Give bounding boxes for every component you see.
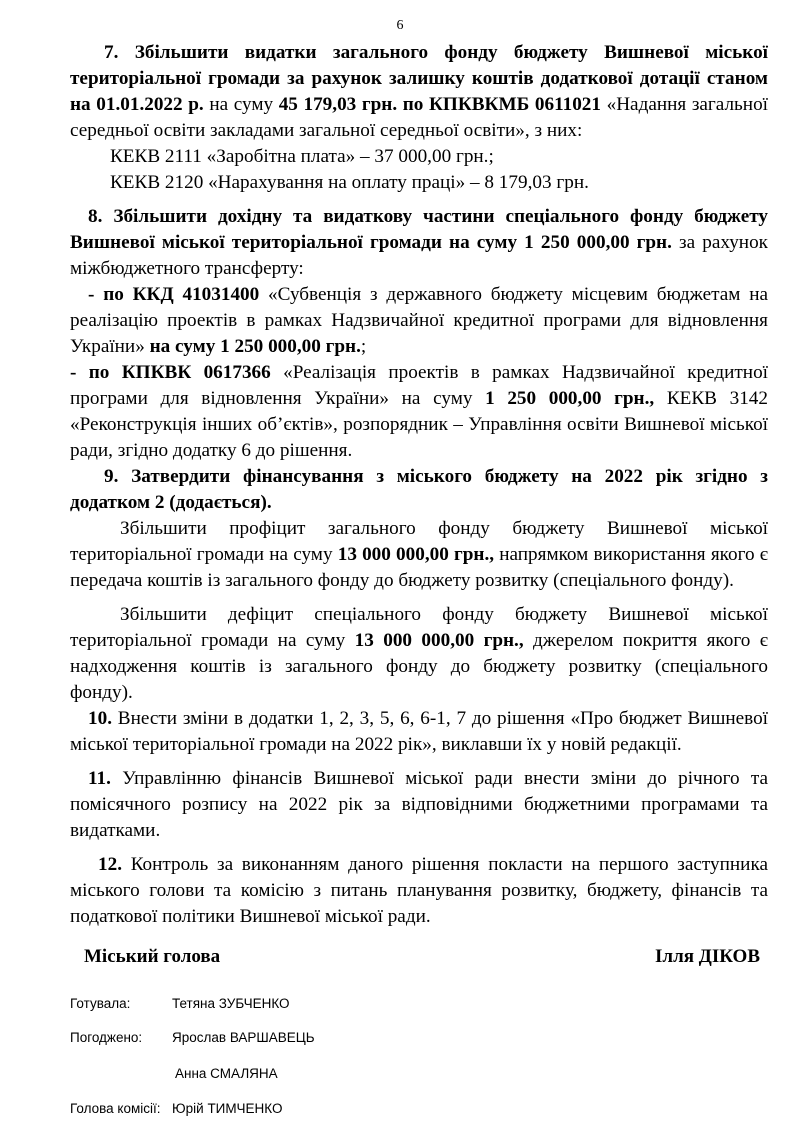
p8-text-1: за рахунок міжбюджетного трансферту: xyxy=(70,232,768,279)
p9a-text-2: напрямком використання якого є передача коштів із загального фонду до бюджету розвитку (спеціального фонду). xyxy=(70,544,768,591)
p8-line2-text-2: КЕКВ 3142 «Реконструкція інших об’єктів», розпорядник – Управління освіти Вишневої міської ради, згідно додатку 6 до рішення. xyxy=(70,388,768,461)
p9-bold-heading: 9. Затвердити фінансування з міського бюджету на 2022 рік згідно з додатком 2 (додається). xyxy=(70,466,768,513)
p9-subparagraph-a xyxy=(70,516,768,594)
p8-bold-heading: 8. Збільшити дохідну та видаткову частини спеціального фонду бюджету Вишневої міської територіальної громади на суму 1 250 000,00 грн. xyxy=(70,206,768,253)
agreed-name-2: Анна СМАЛЯНА xyxy=(175,1066,278,1081)
p8-line1-text-1: «Субвенція з державного бюджету місцевим бюджетам на реалізацію проектів в рамках Надзвичайної кредитної програми для відновлення України» xyxy=(70,284,768,357)
p9b-text-2: джерелом покриття якого є надходження коштів із загального фонду до бюджету розвитку (спеціального фонду). xyxy=(70,630,768,703)
paragraph-11 xyxy=(70,766,768,844)
p12-text: Контроль за виконанням даного рішення покласти на першого заступника міського голови та комісію з питань планування розвитку, бюджету, фінансів та податкової політики Вишневої міської ради. xyxy=(70,854,768,927)
p7-bold-amount: 45 179,03 грн. по КПКВКМБ 0611021 xyxy=(278,94,601,115)
p10-number: 10. xyxy=(88,708,112,729)
agreed-label: Погоджено: xyxy=(70,1030,143,1045)
p8-line2-text-1: «Реалізація проектів в рамках Надзвичайної кредитної програми для відновлення України» на суму xyxy=(70,362,768,409)
p7-item-1: КЕКВ 2111 «Заробітна плата» – 37 000,00 грн.; xyxy=(110,146,494,167)
p8-line2-bold-1: - по КПКВК 0617366 xyxy=(70,362,271,383)
signature-title: Міський голова xyxy=(84,946,221,967)
document-body xyxy=(70,40,768,930)
p7-bold-heading: 7. Збільшити видатки загального фонду бюджету Вишневої міської територіальної громади за рахунок залишку коштів додаткової дотації станом на 01.01.2022 р. xyxy=(70,42,768,115)
prepared-label: Готувала: xyxy=(70,996,131,1011)
p8-line1-text-2: ; xyxy=(360,336,367,357)
p12-number: 12. xyxy=(98,854,122,875)
p9b-bold-amount: 13 000 000,00 грн., xyxy=(354,630,524,651)
paragraph-12 xyxy=(70,852,768,930)
agreed-name-1: Ярослав ВАРШАВЕЦЬ xyxy=(172,1030,315,1045)
p8-line1-bold-1: - по ККД 41031400 xyxy=(88,284,260,305)
page-number: 6 xyxy=(396,18,404,33)
signature-name: Ілля ДІКОВ xyxy=(655,946,760,967)
p11-text: Управлінню фінансів Вишневої міської ради внести зміни до річного та помісячного розпису на 2022 рік за відповідними бюджетними програмами та видатками. xyxy=(70,768,768,841)
p8-line-2 xyxy=(70,360,768,464)
prepared-name: Тетяна ЗУБЧЕНКО xyxy=(172,996,290,1011)
paragraph-7 xyxy=(70,40,768,144)
p9b-text-1: Збільшити дефіцит спеціального фонду бюджету Вишневої міської територіальної громади на суму xyxy=(70,604,768,651)
p8-line-1 xyxy=(70,282,768,360)
chair-label: Голова комісії: xyxy=(70,1101,161,1116)
paragraph-9-heading xyxy=(70,464,768,516)
p10-text: Внести зміни в додатки 1, 2, 3, 5, 6, 6-1, 7 до рішення «Про бюджет Вишневої міської територіальної громади на 2022 рік», виклавши їх у новій редакції. xyxy=(70,708,768,755)
p9a-text-1: Збільшити профіцит загального фонду бюджету Вишневої міської територіальної громади на суму xyxy=(70,518,768,565)
chair-name: Юрій ТИМЧЕНКО xyxy=(172,1101,283,1116)
p9a-bold-amount: 13 000 000,00 грн., xyxy=(337,544,495,565)
p9-subparagraph-b xyxy=(70,602,768,706)
paragraph-8 xyxy=(70,204,768,282)
paragraph-10 xyxy=(70,706,768,758)
p7-text-1: на суму xyxy=(203,94,279,115)
p11-number: 11. xyxy=(88,768,111,789)
p8-line2-bold-2: 1 250 000,00 грн., xyxy=(485,388,655,409)
p7-item-2: КЕКВ 2120 «Нарахування на оплату праці» – 8 179,03 грн. xyxy=(110,172,589,193)
p8-line1-bold-2: на суму 1 250 000,00 грн. xyxy=(144,336,361,357)
p7-text-2: «Надання загальної середньої освіти закладами загальної середньої освіти», з них: xyxy=(70,94,768,141)
